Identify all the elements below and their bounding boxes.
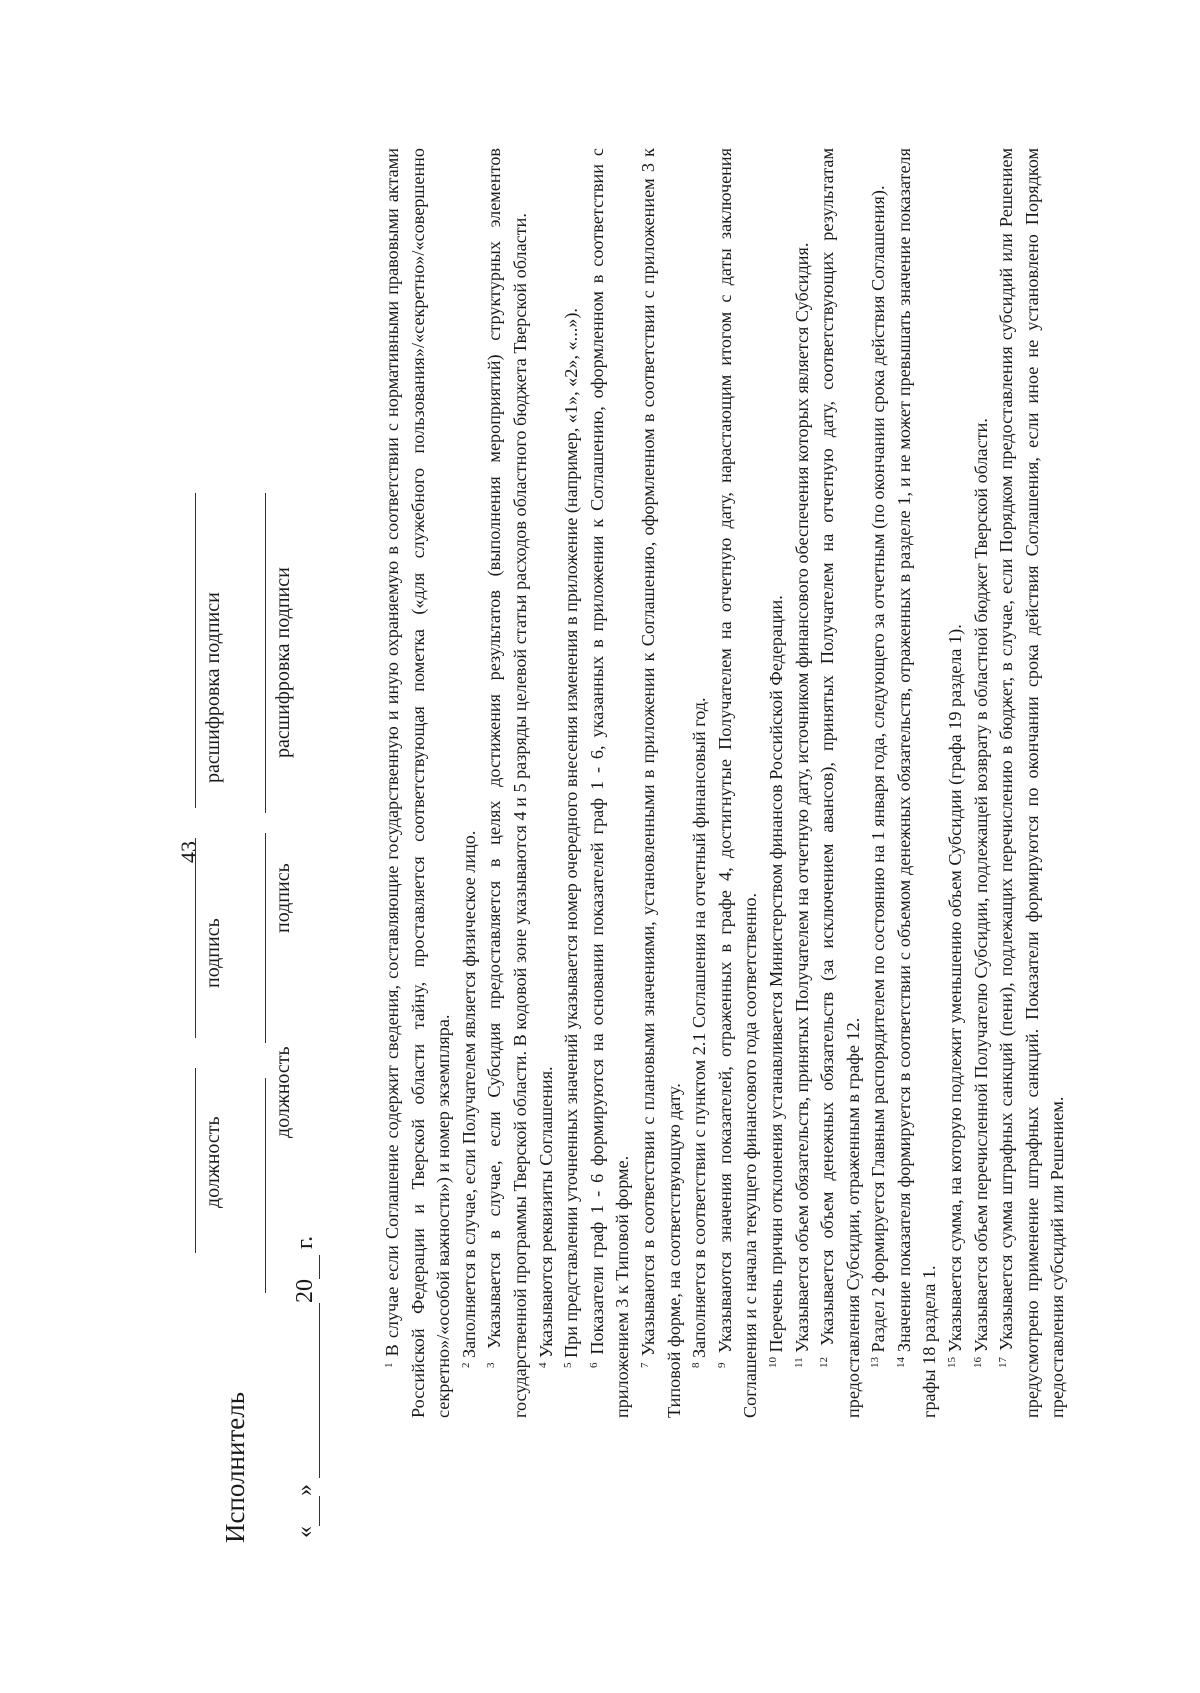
signature-row-2-line-position xyxy=(265,1078,266,1293)
signature-row-2-line-decryption xyxy=(265,493,266,813)
footnote-16-text: Указывается объем перечисленной Получателю Субсидии, подлежащей возврату в областной бюджет Тверской области. xyxy=(970,418,991,1353)
date-year-suffix: г. xyxy=(292,1235,318,1249)
date-line xyxy=(292,1236,320,1538)
footnote-14-text: Значение показателя формируется в соответствии с объемом денежных обязательств, отраженных в разделе 1, и не может превышать значение показателя графы 18 раздела 1. xyxy=(893,147,940,1418)
executor-title: Исполнитель xyxy=(220,1391,250,1543)
footnote-15-text: Указывается сумма, на которую подлежит уменьшению объем Субсидии (графа 19 раздела 1). xyxy=(945,624,966,1353)
footnote-5 xyxy=(559,148,585,1418)
signature-row-1-signature-label: подпись xyxy=(202,918,224,988)
footnote-2 xyxy=(457,148,483,1418)
footnote-1-text: В случае если Соглашение содержит сведения, составляющие государственную и иную охраняемую в соответствии с нормативными правовыми актами Российской Федерации и Тверской области тайну, проставляется соответствующая пометка («для служебного пользования»/«секретно»/«совершенно секретно»/«особой важности») и номер экземпляра. xyxy=(382,148,454,1418)
date-close-quote: » xyxy=(292,1484,318,1496)
date-year-blank xyxy=(292,1255,320,1279)
footnote-13-text: Раздел 2 формируется Главным распорядителем по состоянию на 1 января года, следующего за отчетным (по окончании срока действия Соглашения). xyxy=(868,185,889,1353)
date-open-quote: « xyxy=(292,1526,318,1538)
footnote-17 xyxy=(994,148,1071,1418)
footnote-7-text: Указываются в соответствии с плановыми значениями, установленными в приложении к Соглашению, оформленном в соответствии с приложением 3 к Типовой форме, на соответствующую дату. xyxy=(637,147,684,1418)
footnote-2-number: 2 xyxy=(459,1362,472,1368)
footnote-4-text: Указываются реквизиты Соглашения. xyxy=(535,1066,556,1358)
footnote-5-number: 5 xyxy=(562,1362,575,1368)
footnote-17-number: 17 xyxy=(997,1357,1010,1368)
footnote-7 xyxy=(636,148,687,1418)
footnote-10-text: Перечень причин отклонения устанавливается Министерством финансов Российской Федерации. xyxy=(765,595,786,1353)
footnote-8-text: Заполняется в соответствии с пунктом 2.1 Соглашения на отчетный финансовый год. xyxy=(689,697,710,1358)
signature-row-2-signature-label: подпись xyxy=(272,863,294,933)
footnote-10 xyxy=(764,148,790,1418)
date-day-blank xyxy=(292,1496,320,1526)
signature-row-1-decryption-label: расшифровка подписи xyxy=(202,592,224,783)
date-month-blank xyxy=(292,1303,320,1478)
signature-row-1-line-decryption xyxy=(195,493,196,808)
footnote-2-text: Заполняется в случае, если Получателем является физическое лицо. xyxy=(458,830,479,1358)
footnote-8-number: 8 xyxy=(690,1362,703,1368)
signature-row-2-line-signature xyxy=(265,833,266,1043)
page-number: 43 xyxy=(176,841,201,863)
footnote-15-number: 15 xyxy=(946,1357,959,1368)
footnote-13 xyxy=(866,148,892,1418)
footnote-12 xyxy=(815,148,866,1418)
footnote-6-text: Показатели граф 1 - 6 формируются на основании показателей граф 1 - 6, указанных в приложении к Соглашению, оформленном в соответствии с приложением 3 к Типовой форме. xyxy=(586,148,633,1418)
footnote-8 xyxy=(687,148,713,1418)
signature-row-1-line-position xyxy=(195,1068,196,1253)
footnote-12-text: Указывается объем денежных обязательств (за исключением авансов), принятых Получателем на отчетную дату, соответствующих результатам предоставления Субсидии, отраженным в графе 12. xyxy=(817,148,863,1418)
footnote-5-text: При представлении уточненных значений указывается номер очередного внесения изменения в приложение (например, «1», «2», «...»). xyxy=(561,308,582,1358)
footnote-3 xyxy=(482,148,533,1418)
footnote-14 xyxy=(892,148,943,1418)
footnotes xyxy=(380,148,1071,1418)
signature-row-2-position-label: должность xyxy=(272,1046,294,1138)
signature-row-1-position-label: должность xyxy=(202,1116,224,1208)
date-year-prefix: 20 xyxy=(292,1279,318,1303)
footnote-13-number: 13 xyxy=(869,1357,882,1368)
footnote-1 xyxy=(380,148,457,1418)
footnote-3-number: 3 xyxy=(485,1362,498,1368)
footnote-16 xyxy=(969,148,995,1418)
footnote-11-text: Указывается объем обязательств, принятых Получателем на отчетную дату, источником финансового обеспечения которых является Субсидия. xyxy=(791,242,812,1353)
footnote-6 xyxy=(585,148,636,1418)
footnote-4-number: 4 xyxy=(536,1362,549,1368)
footnote-4 xyxy=(534,148,560,1418)
signature-row-2-decryption-label: расшифровка подписи xyxy=(272,567,294,758)
footnote-11 xyxy=(790,148,816,1418)
footnote-9 xyxy=(713,148,764,1418)
footnote-1-number: 1 xyxy=(383,1362,395,1368)
footnote-17-text: Указывается сумма штрафных санкций (пени), подлежащих перечислению в бюджет, в случае, если Порядком предоставления субсидий или Решением предусмотрено применение штрафных санкций. Показатели формируются по окончании срока действия Соглашения, если иное не установлено Порядком предоставления субсидий или Решением. xyxy=(996,147,1068,1418)
footnote-3-text: Указывается в случае, если Субсидия предоставляется в целях достижения результатов (выполнения мероприятий) структурных элементов государственной программы Тверской области. В кодовой зоне указываются 4 и 5 разряды целевой статьи расходов областного бюджета Тверской области. xyxy=(484,148,530,1418)
footnote-15 xyxy=(943,148,969,1418)
footnote-9-text: Указываются значения показателей, отраженных в графе 4, достигнутые Получателем на отчетную дату, нарастающим итогом с даты заключения Соглашения и с начала текущего финансового года соответственно. xyxy=(714,148,761,1418)
footnote-16-number: 16 xyxy=(971,1357,984,1368)
footnote-11-number: 11 xyxy=(792,1357,805,1368)
footnote-7-number: 7 xyxy=(638,1362,651,1368)
footnote-6-number: 6 xyxy=(587,1362,600,1368)
footnote-14-number: 14 xyxy=(894,1357,907,1368)
footnote-12-number: 12 xyxy=(818,1357,831,1368)
footnote-10-number: 10 xyxy=(766,1357,779,1368)
footnote-9-number: 9 xyxy=(715,1362,728,1368)
signature-row-1-line-signature xyxy=(195,838,196,1038)
